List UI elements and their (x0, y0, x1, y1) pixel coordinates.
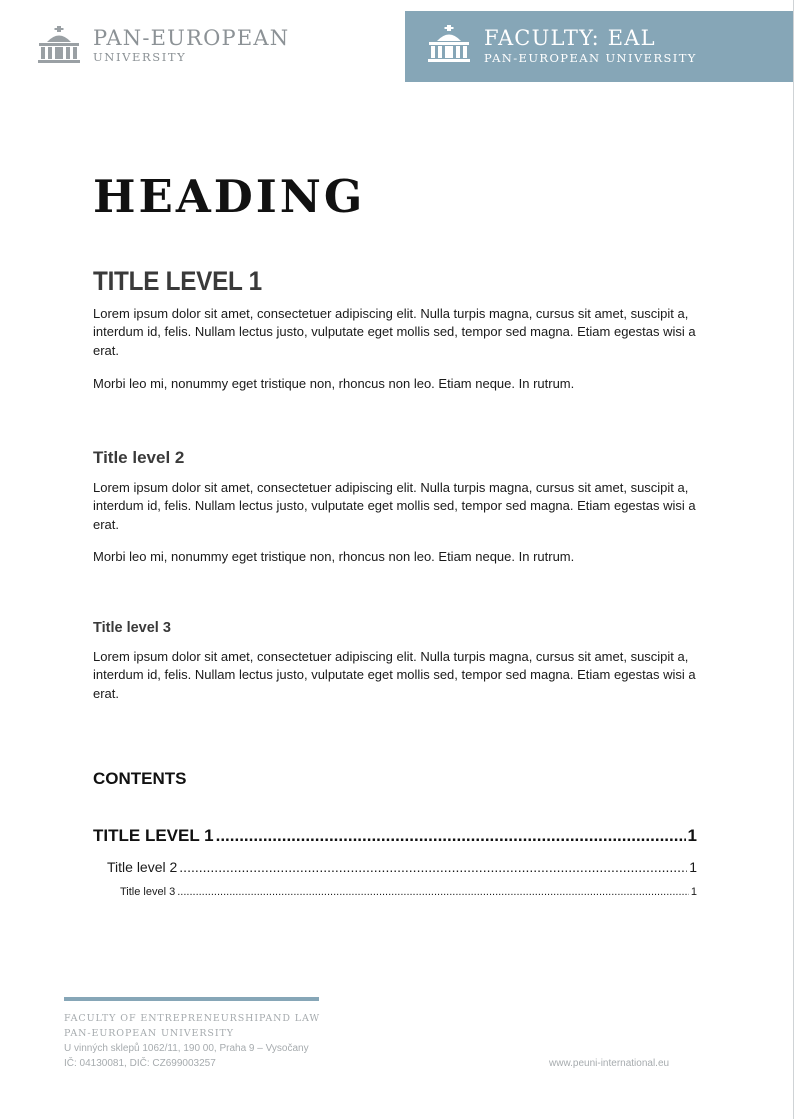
toc-leader-dots (177, 886, 689, 898)
toc-entry-level-1[interactable] (93, 826, 697, 846)
logo-name: PAN-EUROPEAN (93, 26, 290, 50)
footer-accent-bar (64, 997, 319, 1001)
faculty-university: PAN-EUROPEAN UNIVERSITY (484, 51, 697, 65)
toc-page-number: 1 (690, 886, 697, 898)
title-level-2: Title level 2 (93, 448, 185, 467)
footer-ids: IČ: 04130081, DIČ: CZ699003257 (64, 1058, 216, 1069)
university-building-icon (37, 26, 81, 64)
toc-page-number: 1 (687, 826, 697, 845)
logo-subtitle: UNIVERSITY (93, 50, 187, 64)
section1-paragraph-2: Morbi leo mi, nonummy eget tristique non, rhoncus non leo. Etiam neque. In rutrum. (93, 376, 575, 391)
section1-paragraph-1: Lorem ipsum dolor sit amet, consectetuer adipiscing elit. Nulla turpis magna, cursus sit amet, suscipit a, interdum id, felis. Nullam lectus justo, vulputate eget mollis sed, tempor sed magna. Etiam egestas wisi a erat. (93, 306, 696, 358)
university-building-icon (427, 25, 471, 63)
toc-entry-label: Title level 3 (120, 886, 176, 898)
contents-title: CONTENTS (93, 769, 187, 788)
toc-leader-dots (216, 826, 686, 846)
toc-page-number: 1 (689, 859, 697, 875)
university-logo (37, 26, 289, 64)
toc-entry-level-2[interactable] (107, 859, 697, 875)
title-level-1: TITLE LEVEL 1 (93, 266, 262, 296)
faculty-name: FACULTY: EAL (484, 26, 656, 50)
toc-entry-label: TITLE LEVEL 1 (93, 826, 214, 845)
footer-address: U vinných sklepů 1062/11, 190 00, Praha 9 – Vysočany (64, 1043, 309, 1054)
toc-leader-dots (179, 859, 687, 875)
footer-address-block (64, 1011, 320, 1071)
footer-website-link[interactable]: www.peuni-international.eu (549, 1058, 670, 1069)
section2-paragraph-2: Morbi leo mi, nonummy eget tristique non, rhoncus non leo. Etiam neque. In rutrum. (93, 549, 575, 564)
toc-entry-level-3[interactable] (120, 886, 697, 898)
toc-entry-label: Title level 2 (107, 859, 178, 875)
footer-faculty: FACULTY OF ENTREPRENEURSHIPAND LAW (64, 1013, 321, 1024)
faculty-banner (405, 11, 793, 82)
footer-university: PAN-EUROPEAN UNIVERSITY (64, 1028, 234, 1039)
section3-paragraph-1: Lorem ipsum dolor sit amet, consectetuer adipiscing elit. Nulla turpis magna, cursus sit amet, suscipit a, interdum id, felis. Nullam lectus justo, vulputate eget mollis sed, tempor sed magna. Etiam egestas wisi a erat. (93, 649, 696, 701)
page-heading: HEADING (93, 170, 366, 223)
title-level-3: Title level 3 (93, 620, 171, 636)
section2-paragraph-1: Lorem ipsum dolor sit amet, consectetuer adipiscing elit. Nulla turpis magna, cursus sit amet, suscipit a, interdum id, felis. Nullam lectus justo, vulputate eget mollis sed, tempor sed magna. Etiam egestas wisi a erat. (93, 480, 696, 532)
